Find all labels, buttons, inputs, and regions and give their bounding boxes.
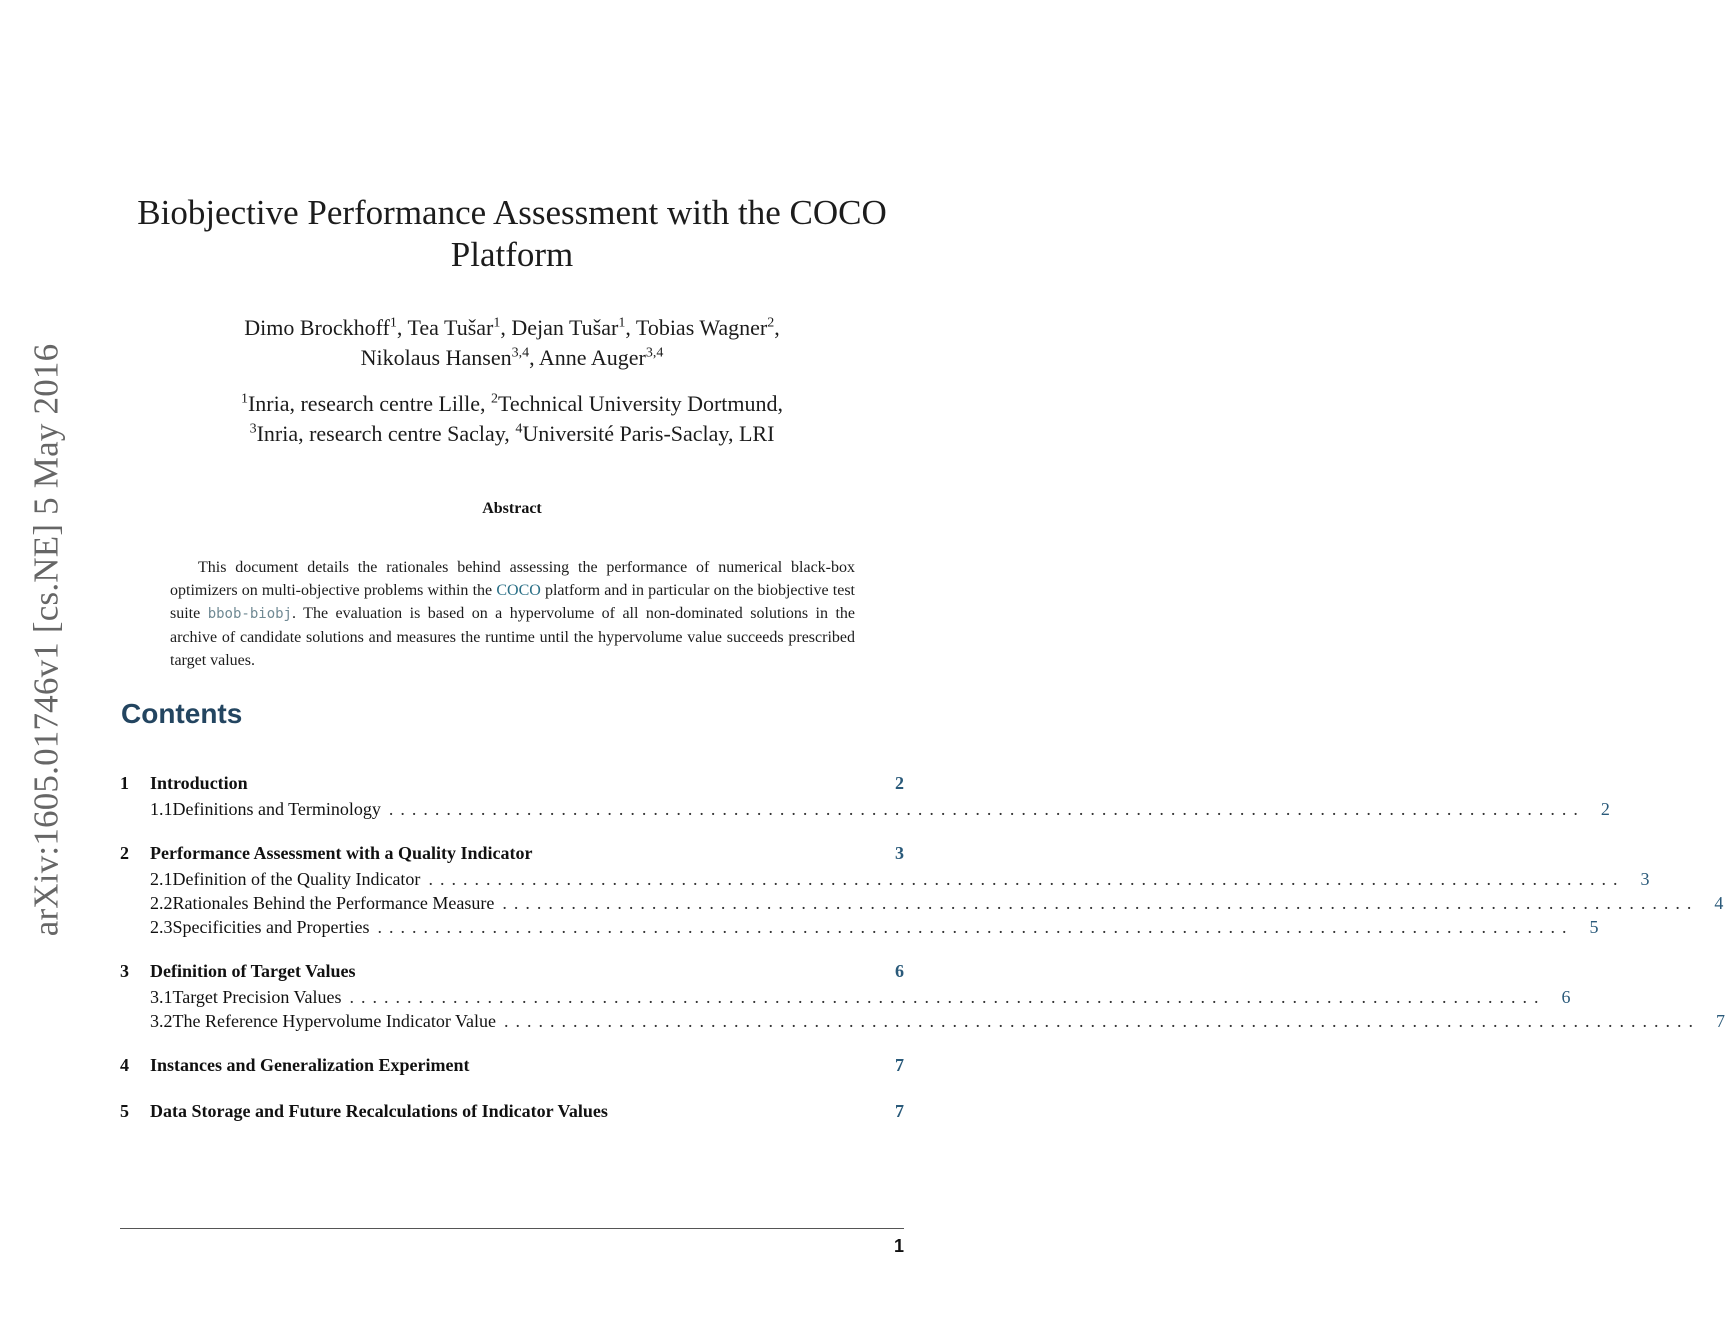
dot-leader: ........................................................................................................ — [349, 987, 1546, 1007]
affiliation: Université Paris-Saclay, LRI — [522, 421, 775, 446]
contents-heading: Contents — [121, 698, 243, 729]
toc-section[interactable]: 3 Definition of Target Values 6 — [120, 961, 904, 981]
dot-leader: ........................................................................................................ — [504, 1011, 1701, 1031]
coco-link[interactable]: COCO — [496, 582, 541, 599]
toc-section[interactable]: 1 Introduction 2 — [120, 773, 904, 793]
toc-subsection[interactable]: 3.1 Target Precision Values ........................................................................................................ 6 — [150, 987, 1571, 1007]
dot-leader: ........................................................................................................ — [502, 893, 1699, 913]
suite-code: bbob-biobj — [207, 606, 292, 622]
footer-rule — [120, 1228, 904, 1229]
toc-page-link: 6 — [1561, 987, 1571, 1007]
toc-subsection[interactable]: 2.2 Rationales Behind the Performance Measure ........................................................................................................ 4 — [150, 893, 1724, 913]
affiliations: $^1$Inria, research centre Lille, $^2$Technical University Dortmund, $^3$Inria, research centre Saclay, $^4$Université Paris-Saclay, LRI — [240, 391, 784, 446]
toc-page-link: 5 — [1589, 917, 1599, 937]
arxiv-stamp-text: arXiv:1605.01746v1 [cs.NE] 5 May 2016 — [26, 343, 65, 937]
author[interactable]: Tobias Wagner$^2$ — [635, 315, 775, 340]
toc-page-link: 7 — [1716, 1011, 1725, 1031]
toc-subsection[interactable]: 2.3 Specificities and Properties ........................................................................................................ 5 — [150, 917, 1599, 937]
toc-section[interactable]: 5 Data Storage and Future Recalculations of Indicator Values 7 — [120, 1101, 904, 1121]
abstract-heading: Abstract — [482, 500, 542, 517]
dot-leader: ........................................................................................................ — [377, 917, 1574, 937]
toc-page-link: 2 — [1600, 799, 1610, 819]
dot-leader: ........................................................................................................ — [388, 799, 1585, 819]
page-number: 1 — [893, 1236, 904, 1256]
toc-page-link: 3 — [895, 843, 904, 863]
dot-leader: ........................................................................................................ — [428, 869, 1625, 889]
toc-page-link: 3 — [1640, 869, 1650, 889]
toc-page-link: 7 — [895, 1055, 904, 1075]
author[interactable]: Anne Auger$^{3,4}$ — [538, 345, 664, 370]
toc-subsection[interactable]: 2.1 Definition of the Quality Indicator ........................................................................................................ 3 — [150, 869, 1650, 889]
affiliation: Technical University Dortmund, — [498, 391, 784, 416]
author-list: Dimo Brockhoff$^1$, Tea Tušar$^1$, Dejan Tušar$^1$, Tobias Wagner$^2$, Nikolaus Hansen$^{3,4}$, Anne Auger$^{3,4}$ — [244, 315, 780, 370]
toc-page-link: 4 — [1714, 893, 1724, 913]
toc-page-link: 2 — [895, 773, 904, 793]
toc-page-link: 6 — [895, 961, 904, 981]
paper-title: Biobjective Performance Assessment with the COCO Platform — [137, 193, 887, 274]
author[interactable]: Tea Tušar$^1$ — [407, 315, 501, 340]
author[interactable]: Dimo Brockhoff$^1$ — [244, 315, 397, 340]
abstract-text: This document details the rationales behind assessing the performance of numerical black-box optimizers on multi-objective problems within the COCO platform and in particular on the biobjective test suite bbob-biobj. The evaluation is based on a hypervolume of all non-dominated solutions in the archive of candidate solutions and measures the runtime until the hypervolume value succeeds prescribed target values. — [170, 559, 856, 669]
affiliation: Inria, research centre Saclay, — [256, 421, 516, 446]
author[interactable]: Nikolaus Hansen$^{3,4}$ — [360, 345, 530, 370]
arxiv-stamp — [22, 343, 70, 937]
toc-section[interactable]: 2 Performance Assessment with a Quality Indicator 3 — [120, 843, 904, 863]
toc-section[interactable]: 4 Instances and Generalization Experiment 7 — [120, 1055, 904, 1075]
toc-subsection[interactable]: 3.2 The Reference Hypervolume Indicator Value ........................................................................................................ 7 — [150, 1011, 1725, 1031]
toc-page-link: 7 — [895, 1101, 904, 1121]
toc-subsection[interactable]: 1.1 Definitions and Terminology ........................................................................................................ 2 — [150, 799, 1610, 819]
table-of-contents — [120, 773, 1725, 1127]
affiliation: Inria, research centre Lille, — [247, 391, 492, 416]
author[interactable]: Dejan Tušar$^1$ — [511, 315, 626, 340]
